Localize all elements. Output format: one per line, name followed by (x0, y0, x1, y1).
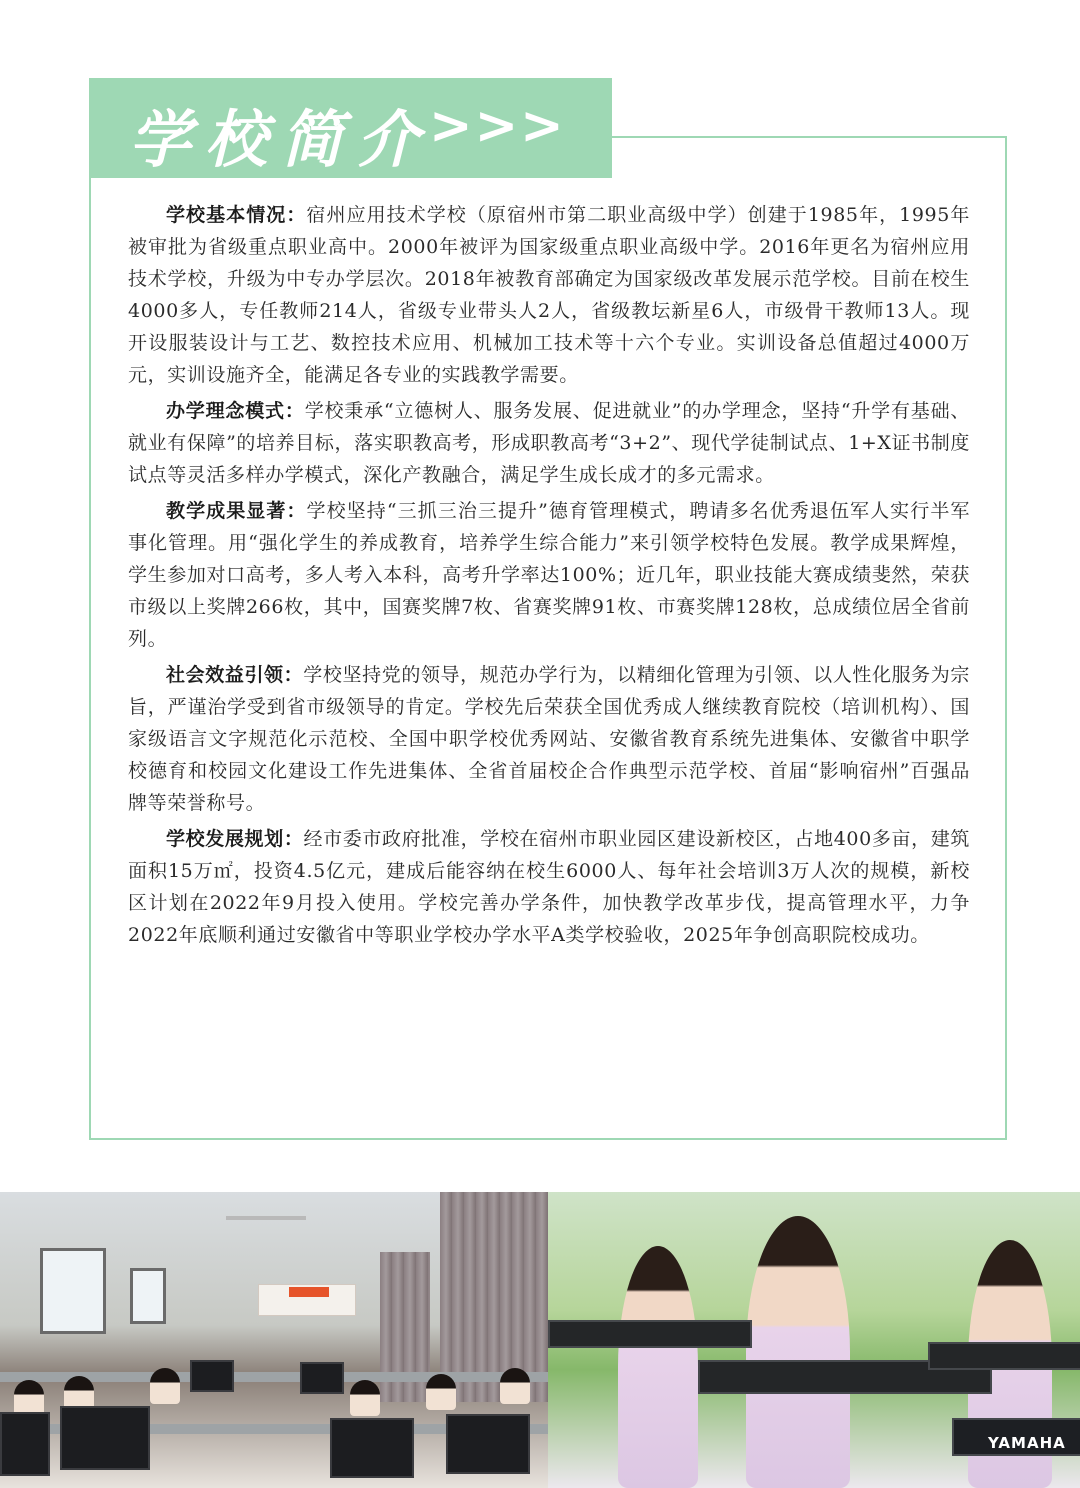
student (500, 1368, 530, 1404)
section-lead: 学校基本情况： (166, 204, 307, 226)
keyboard-instrument (928, 1342, 1080, 1370)
curtain (440, 1192, 548, 1402)
section-lead: 社会效益引领： (166, 664, 304, 686)
header-banner (89, 78, 612, 178)
student (426, 1374, 456, 1410)
section-text: 学校坚持党的领导，规范办学行为，以精细化管理为引领、以人性化服务为宗旨，严谨治学受到省市级领导的肯定。学校先后荣获全国优秀成人继续教育院校（培训机构）、国家级语言文字规范化示范校、全国中职学校优秀网站、安徽省教育系统先进集体、安徽省中职学校德育和校园文化建设工作先进集体、全省首届校企合作典型示范学校、首届“影响宿州”百强品牌等荣誉称号。 (128, 664, 971, 814)
photo-strip (0, 1192, 1080, 1488)
student (150, 1368, 180, 1404)
section-development-plan (128, 823, 970, 951)
keyboard-instrument (548, 1320, 752, 1348)
section-text: 宿州应用技术学校（原宿州市第二职业高级中学）创建于1985年，1995年被审批为省级重点职业高中。2000年被评为国家级重点职业高级中学。2016年更名为宿州应用技术学校，升级为中专办学层次。2018年被教育部确定为国家级改革发展示范学校。目前在校生4000多人，专任教师214人，省级专业带头人2人，省级教坛新星6人，市级骨干教师13人。现开设服装设计与工艺、数控技术应用、机械加工技术等十六个专业。实训设备总值超过4000万元，实训设施齐全，能满足各专业的实践教学需要。 (128, 204, 970, 386)
monitor (330, 1418, 414, 1478)
section-lead: 办学理念模式： (166, 400, 305, 422)
section-basic-info (128, 199, 970, 391)
wall-sign (258, 1284, 356, 1316)
monitor (300, 1362, 344, 1394)
ceiling-fan-icon (226, 1216, 306, 1220)
student (14, 1380, 44, 1416)
intro-content (128, 199, 970, 955)
section-social-benefits (128, 659, 970, 819)
section-achievements (128, 495, 970, 655)
monitor (446, 1414, 530, 1474)
section-text: 学校坚持“三抓三治三提升”德育管理模式，聘请多名优秀退伍军人实行半军事化管理。用“强化学生的养成教育，培养学生综合能力”来引领学校特色发展。教学成果辉煌，学生参加对口高考，多人考入本科，高考升学率达100%；近几年，职业技能大赛成绩斐然，荣获市级以上奖牌266枚，其中，国赛奖牌7枚、省赛奖牌91枚、市赛奖牌128枚，总成绩位居全省前列。 (128, 500, 970, 650)
student (350, 1380, 380, 1416)
window (40, 1248, 106, 1334)
keyboard-performance-photo (548, 1192, 1080, 1488)
page-title: 学校简介 (129, 103, 434, 176)
section-philosophy (128, 395, 970, 491)
computer-lab-photo (0, 1192, 548, 1488)
performer (618, 1246, 698, 1488)
section-text: 经市委市政府批准，学校在宿州市职业园区建设新校区，占地400多亩，建筑面积15万㎡，投资4.5亿元，建成后能容纳在校生6000人、每年社会培训3万人次的规模，新校区计划在2022年9月投入使用。学校完善办学条件，加快教学改革步伐，提高管理水平，力争2022年底顺利通过安徽省中等职业学校办学水平A类学校验收，2025年争创高职院校成功。 (128, 828, 970, 946)
monitor (60, 1406, 150, 1470)
window (130, 1268, 166, 1324)
title-arrows-icon: >>> (429, 96, 566, 156)
section-lead: 学校发展规划： (166, 828, 304, 850)
yamaha-logo: YAMAHA (988, 1434, 1066, 1452)
monitor (0, 1412, 50, 1476)
section-lead: 教学成果显著： (166, 500, 307, 522)
performer (746, 1216, 850, 1488)
sign-logo-icon (289, 1287, 329, 1297)
section-text: 学校秉承“立德树人、服务发展、促进就业”的办学理念，坚持“升学有基础、就业有保障”的培养目标，落实职教高考，形成职教高考“3+2”、现代学徒制试点、1+X证书制度试点等灵活多样办学模式，深化产教融合，满足学生成长成才的多元需求。 (128, 400, 970, 486)
monitor (190, 1360, 234, 1392)
